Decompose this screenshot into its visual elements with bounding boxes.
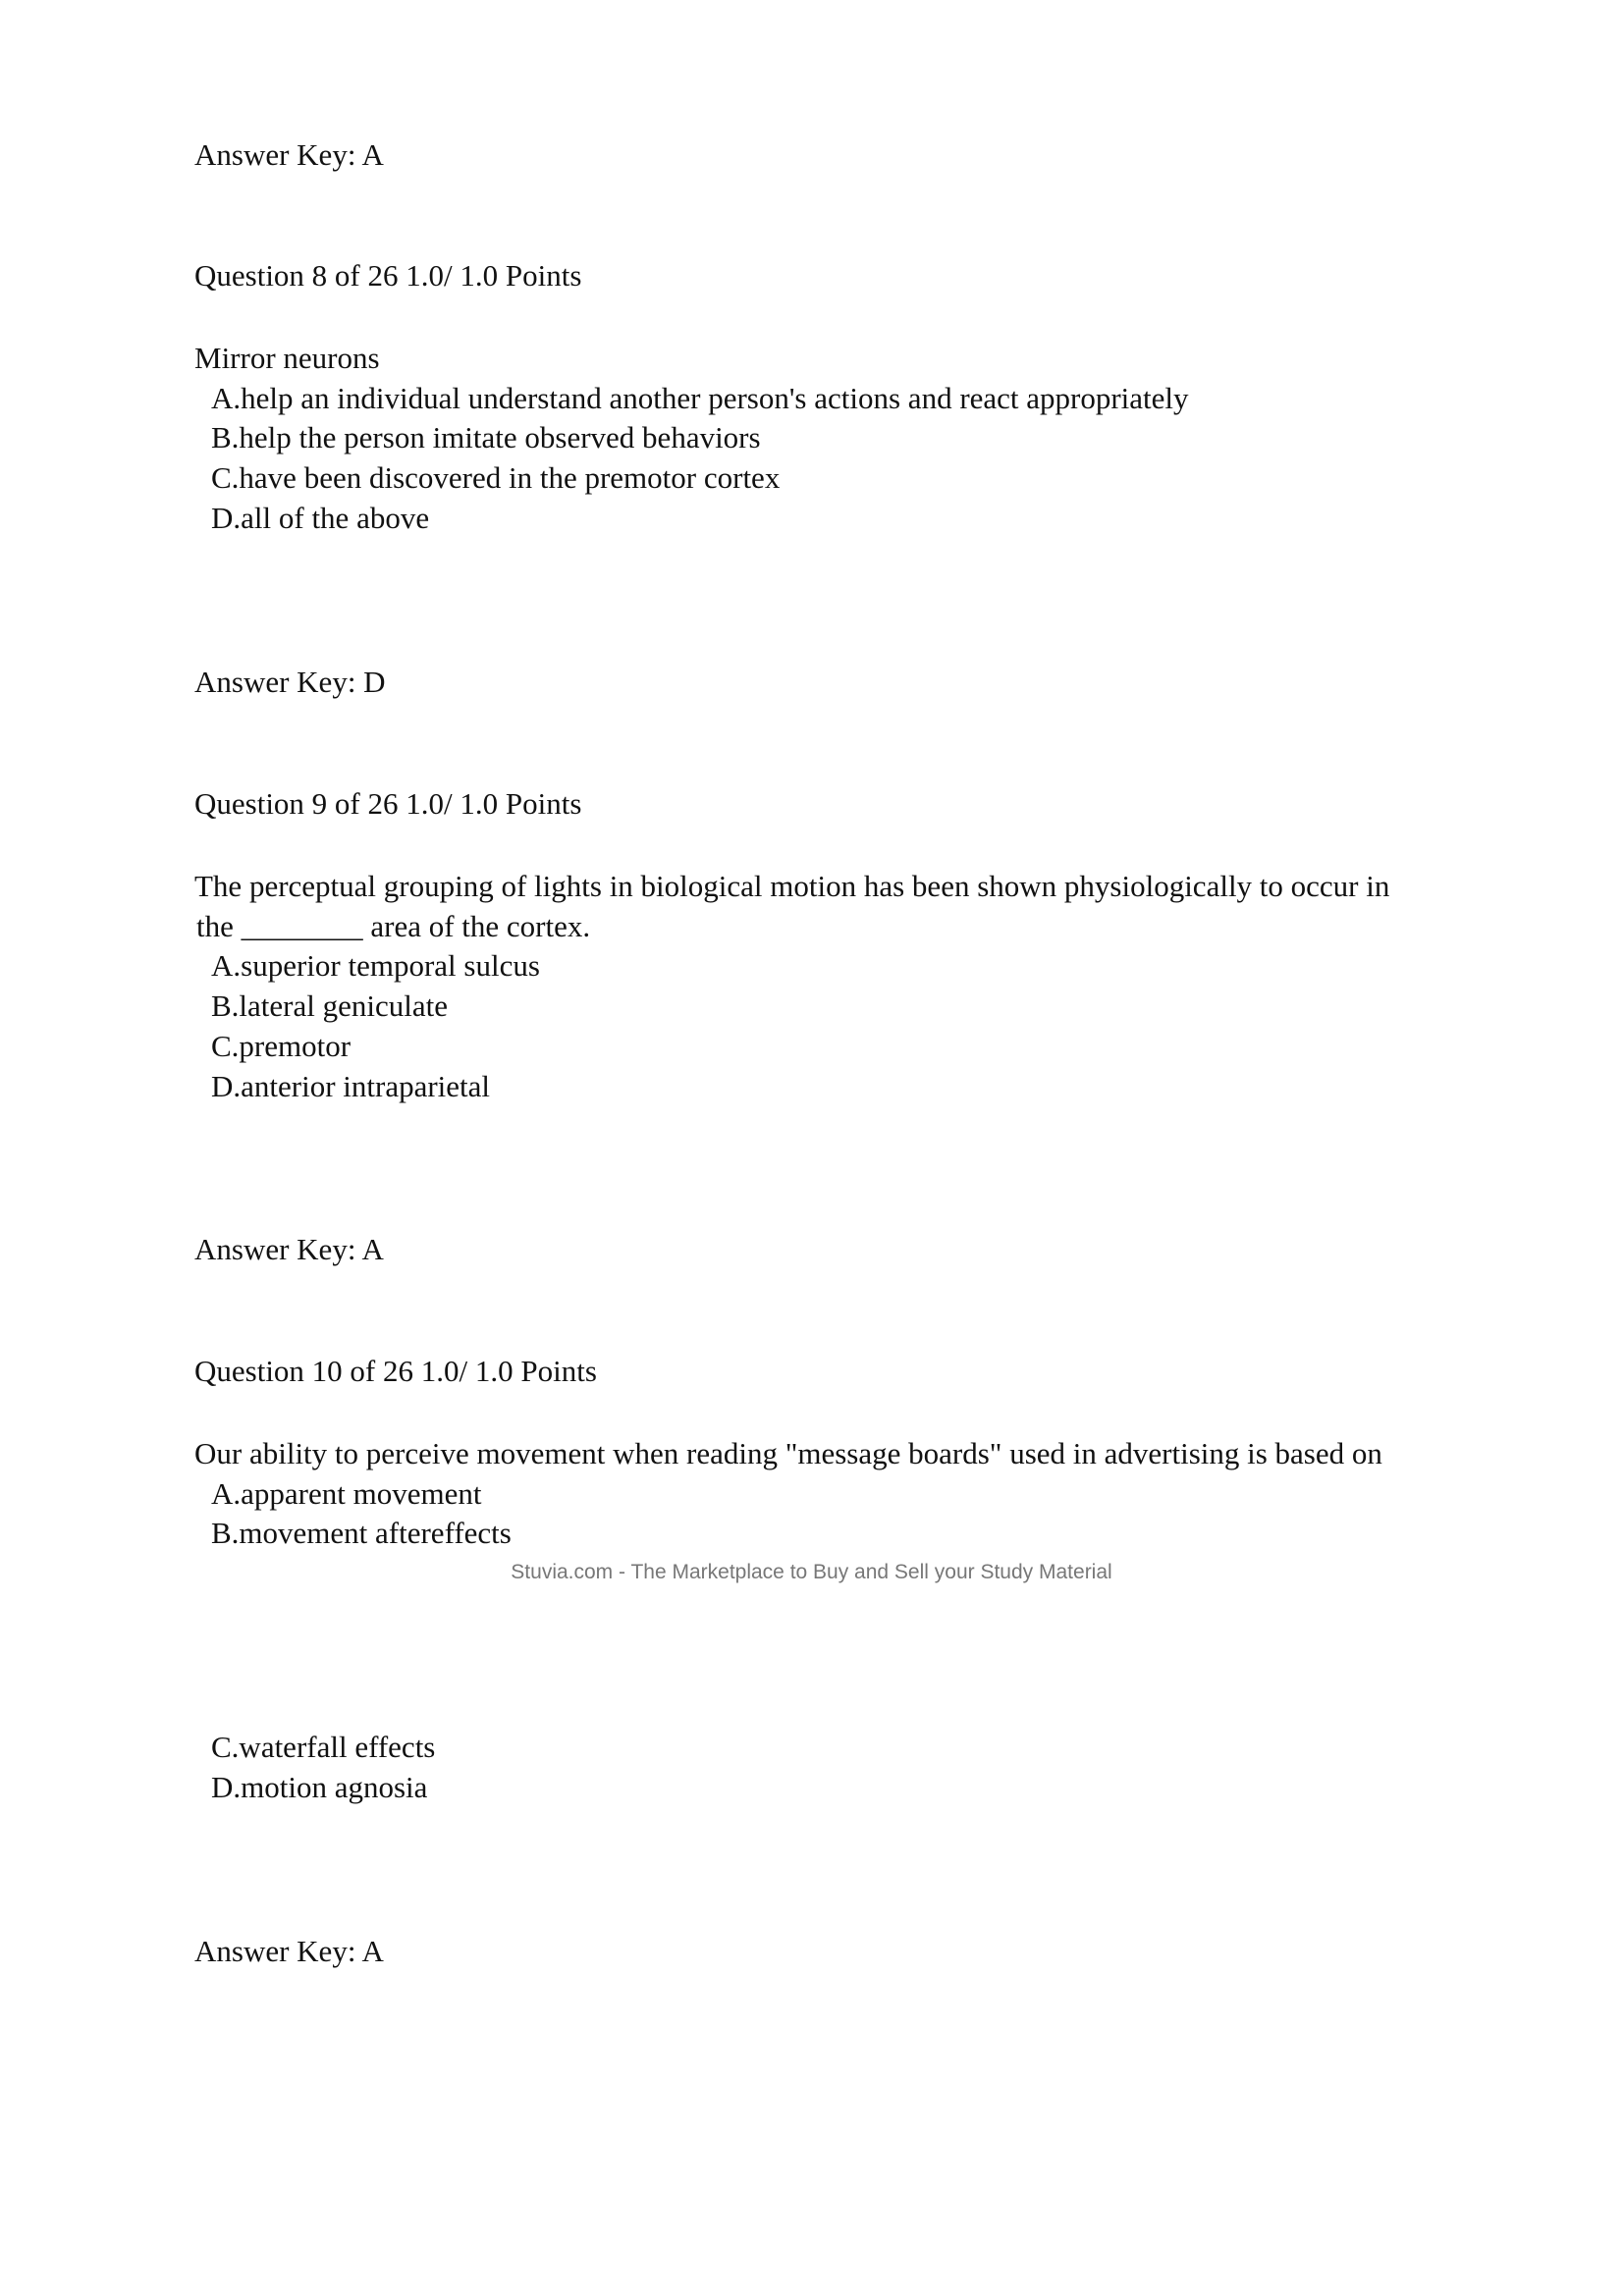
page-footer: Stuvia.com - The Marketplace to Buy and Sell your Study Material xyxy=(511,1561,1112,1583)
question-8-option-b: B.help the person imitate observed behaviors xyxy=(211,420,761,454)
question-9-option-d: D.anterior intraparietal xyxy=(211,1069,491,1103)
question-9-option-c: C.premotor xyxy=(211,1029,352,1063)
answer-key-q8: Answer Key: D xyxy=(194,665,386,699)
question-10-option-a: A.apparent movement xyxy=(211,1476,482,1511)
question-9-prompt-line-1: The perceptual grouping of lights in biological motion has been shown physiologically to occur in xyxy=(194,869,1390,903)
answer-key-q7: Answer Key: A xyxy=(194,137,384,172)
question-10-option-d: D.motion agnosia xyxy=(211,1770,428,1804)
question-10-header: Question 10 of 26 1.0/ 1.0 Points xyxy=(194,1354,597,1388)
answer-key-q10: Answer Key: A xyxy=(194,1934,384,1968)
question-10-prompt: Our ability to perceive movement when reading "message boards" used in advertising is based on xyxy=(194,1436,1382,1470)
question-8-option-d: D.all of the above xyxy=(211,501,430,535)
question-9-prompt-line-2: the ________ area of the cortex. xyxy=(196,909,591,943)
question-10-option-b: B.movement aftereffects xyxy=(211,1516,512,1550)
question-9-header: Question 9 of 26 1.0/ 1.0 Points xyxy=(194,786,582,821)
question-8-option-a: A.help an individual understand another person's actions and react appropriately xyxy=(211,381,1189,415)
question-8-prompt: Mirror neurons xyxy=(194,341,380,375)
answer-key-q9: Answer Key: A xyxy=(194,1232,384,1266)
question-10-option-c: C.waterfall effects xyxy=(211,1730,436,1764)
question-8-option-c: C.have been discovered in the premotor cortex xyxy=(211,460,781,495)
question-9-option-a: A.superior temporal sulcus xyxy=(211,948,540,983)
question-9-option-b: B.lateral geniculate xyxy=(211,988,448,1023)
question-8-header: Question 8 of 26 1.0/ 1.0 Points xyxy=(194,258,582,293)
